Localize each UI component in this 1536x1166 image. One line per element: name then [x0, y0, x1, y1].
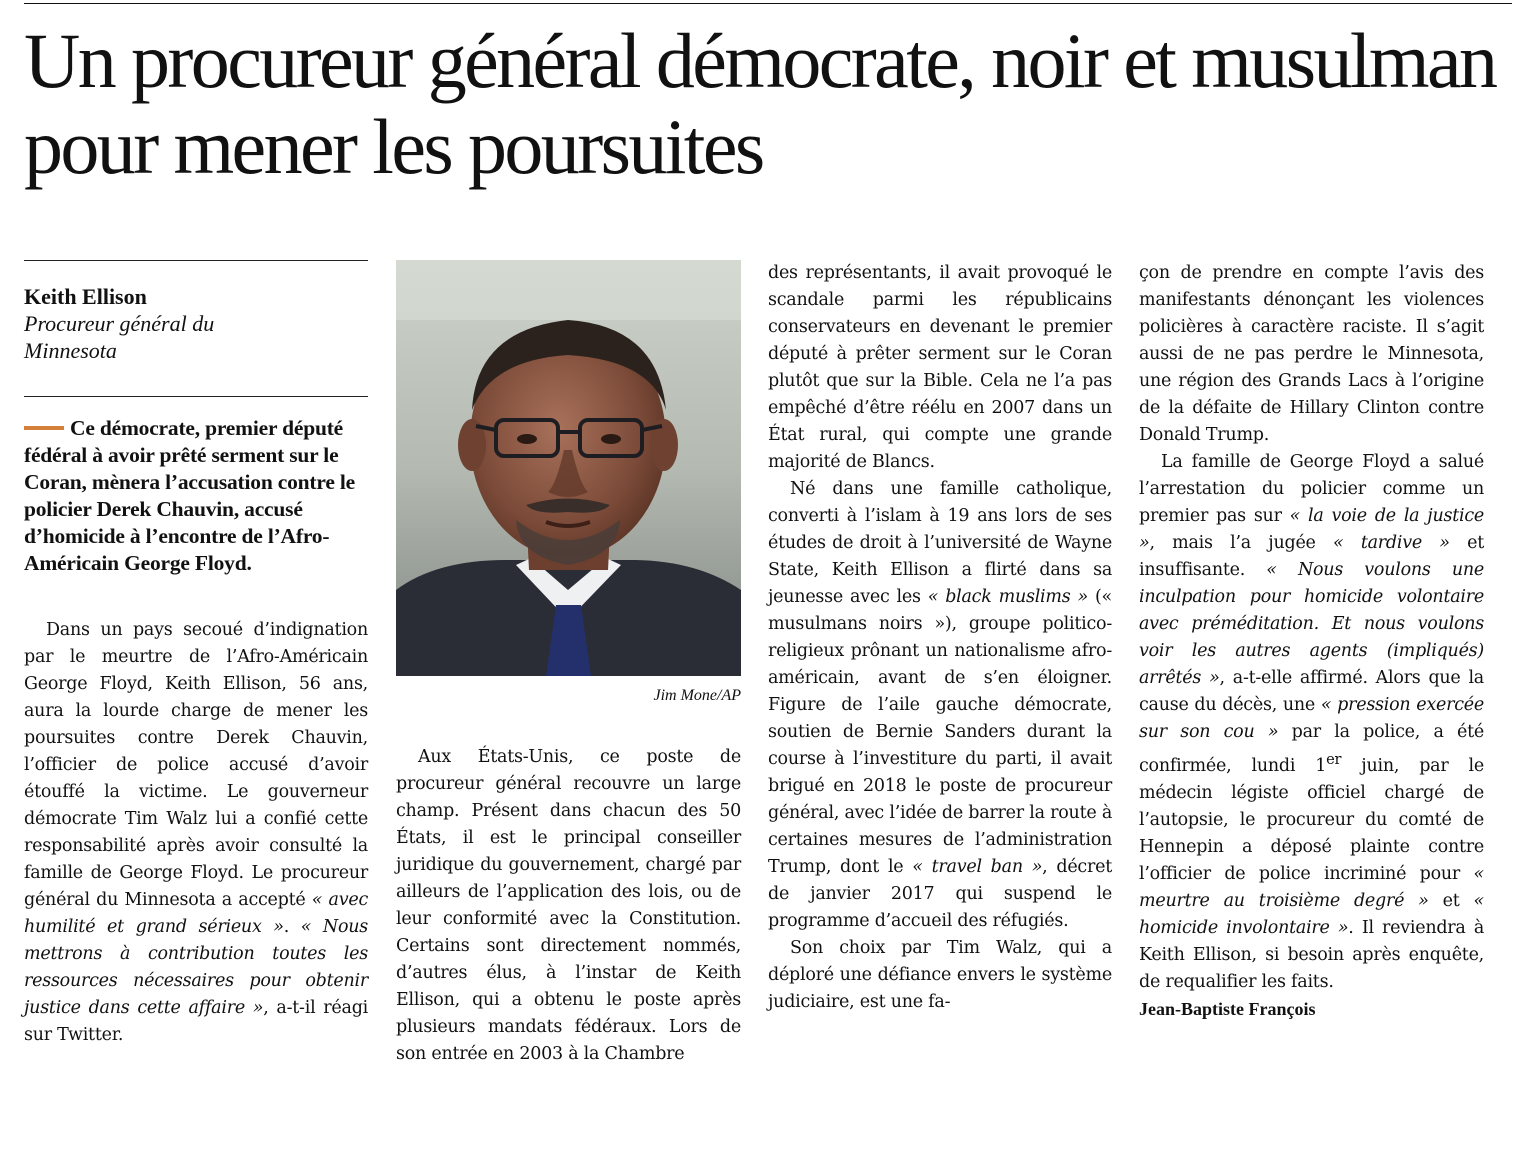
photo-credit: Jim Mone/AP [653, 687, 741, 704]
paragraph-5-quote-3: « Nous voulons une inculpation pour homicide volontaire avec préméditation. Et nous voulons voir les autres agents (impliqués) arrêtés » [1139, 560, 1484, 688]
author-box [24, 261, 368, 396]
paragraph-4-continued: çon de prendre en compte l’avis des manifestants dénonçant les violences policières à caractère raciste. Il s’agit aussi de ne pas perdre le Minnesota, une région des Grands Lacs à l’origine de la défaite de Hillary Clinton contre Donald Trump. [1139, 263, 1484, 445]
paragraph-1-quote-2: « Nous mettrons à contribution toutes les ressources nécessaires pour obtenir justice dans cette affaire » [24, 917, 368, 1018]
paragraph-3-text-c: , décret de janvier 2017 qui suspend le programme d’accueil des réfugiés. [768, 857, 1112, 931]
portrait-illustration [396, 260, 741, 676]
paragraph-3-text-b: (« musulmans noirs »), groupe politico-religieux prônant un nationalisme afro-américain, avant de s’en éloigner. Figure de l’aile gauche démocrate, soutien de Bernie Sanders durant la course à l’investiture du parti, il avait brigué en 2018 le poste de procureur général, avec l’idée de barrer la route à certaines mesures de l’administration Trump, dont le [768, 587, 1112, 877]
column-2 [396, 260, 741, 1068]
portrait-photo [396, 260, 741, 676]
paragraph-3-quote-1: « black muslims » [927, 587, 1088, 607]
paragraph-5-text-d: , a-t-elle affirmé. Alors que la cause du décès, une [1139, 668, 1484, 715]
paragraph-5-text-c: et insuffisante. [1139, 533, 1485, 580]
author-bottom-rule [24, 396, 368, 397]
paragraph-5-text-e: par la police, a été confirmée, lundi 1 [1139, 722, 1484, 776]
author-title: Procureur général du Minnesota [24, 311, 215, 363]
paragraph-5-text-f: juin, par le médecin légiste officiel chargé de l’autopsie, le procureur du comté de Hennepin a déposé plainte contre l’officier de police incriminé pour [1139, 755, 1484, 884]
column-4 [1139, 260, 1484, 1023]
paragraph-5-quote-5: « meurtre au troisième degré » [1139, 863, 1484, 911]
paragraph-4: Son choix par Tim Walz, qui a déploré une défiance envers le système judiciaire, est une fa- [768, 938, 1112, 1012]
paragraph-3 [768, 476, 1112, 935]
accent-dash [24, 426, 64, 430]
paragraph-5-quote-1: « la voie de la justice » [1139, 506, 1484, 553]
paragraph-5-text-b: , mais l’a jugée [1149, 533, 1334, 553]
paragraph-5-quote-4: « pression exercée sur son cou » [1139, 695, 1484, 742]
paragraph-5 [1139, 449, 1484, 996]
paragraph-1-quote-1: « avec humilité et grand sérieux » [24, 890, 368, 937]
paragraph-2-continued: des représentants, il avait provoqué le scandale parmi les républicains conservateurs en devenant le premier député à prêter serment sur le Coran plutôt que sur la Bible. Cela ne l’a pas empêché d’être réélu en 2007 dans un État rural, qui compte une grande majorité de Blancs. [768, 263, 1112, 472]
paragraph-5-quote-6: « homicide involontaire » [1139, 890, 1485, 938]
column-3 [768, 260, 1112, 1016]
paragraph-3-quote-2: « travel ban » [912, 857, 1043, 877]
chapo [24, 415, 368, 577]
paragraph-5-text-h: . Il reviendra à Keith Ellison, si besoin après enquête, de requalifier les faits. [1139, 917, 1484, 992]
column-1 [24, 260, 368, 1049]
paragraph-5-quote-2: « tardive » [1333, 533, 1450, 553]
paragraph-3-text-a: Né dans une famille catholique, converti à l’islam à 19 ans lors de ses études de droit à l’université de Wayne State, Keith Ellison a flirté dans sa jeunesse avec les [768, 479, 1112, 607]
headline: Un procureur général démocrate, noir et musulman pour mener les poursuites [24, 17, 1496, 190]
paragraph-5-text-g: et [1428, 890, 1474, 911]
paragraph-1-text-a: Dans un pays secoué d’indignation par le meurtre de l’Afro-Américain George Floyd, Keith Ellison, 56 ans, aura la lourde charge de mener les poursuites contre Derek Chauvin, l’officier de police accusé d’avoir étouffé la victime. Le gouverneur démocrate Tim Walz lui a confié cette responsabilité après avoir consulté la famille de George Floyd. Le procureur général du Minnesota a accepté [24, 620, 368, 910]
article-signature: Jean-Baptiste François [1139, 998, 1316, 1019]
top-rule [24, 3, 1512, 4]
paragraph-5-superscript: er [1326, 751, 1342, 768]
paragraph-1-text-b: . [283, 917, 301, 937]
paragraph-1 [24, 617, 368, 1049]
paragraph-5-text-a: La famille de George Floyd a salué l’arrestation du policier comme un premier pas sur [1139, 452, 1484, 526]
paragraph-2: Aux États-Unis, ce poste de procureur général recouvre un large champ. Présent dans chacun des 50 États, il est le principal conseiller juridique du gouvernement, chargé par ailleurs de l’application des lois, ou de leur conformité avec la Constitution. Certains sont directement nommés, d’autres élus, à l’instar de Keith Ellison, qui a obtenu le poste après plusieurs mandats fédéraux. Lors de son entrée en 2003 à la Chambre [396, 747, 741, 1064]
paragraph-1-text-c: , a-t-il réagi sur Twitter. [24, 998, 368, 1045]
chapo-text: Ce démocrate, premier député fédéral à avoir prêté serment sur le Coran, mènera l’accusation contre le policier Derek Chauvin, accusé d’homicide à l’encontre de l’Afro-Américain George Floyd. [24, 416, 355, 575]
author-name: Keith Ellison [24, 284, 147, 309]
